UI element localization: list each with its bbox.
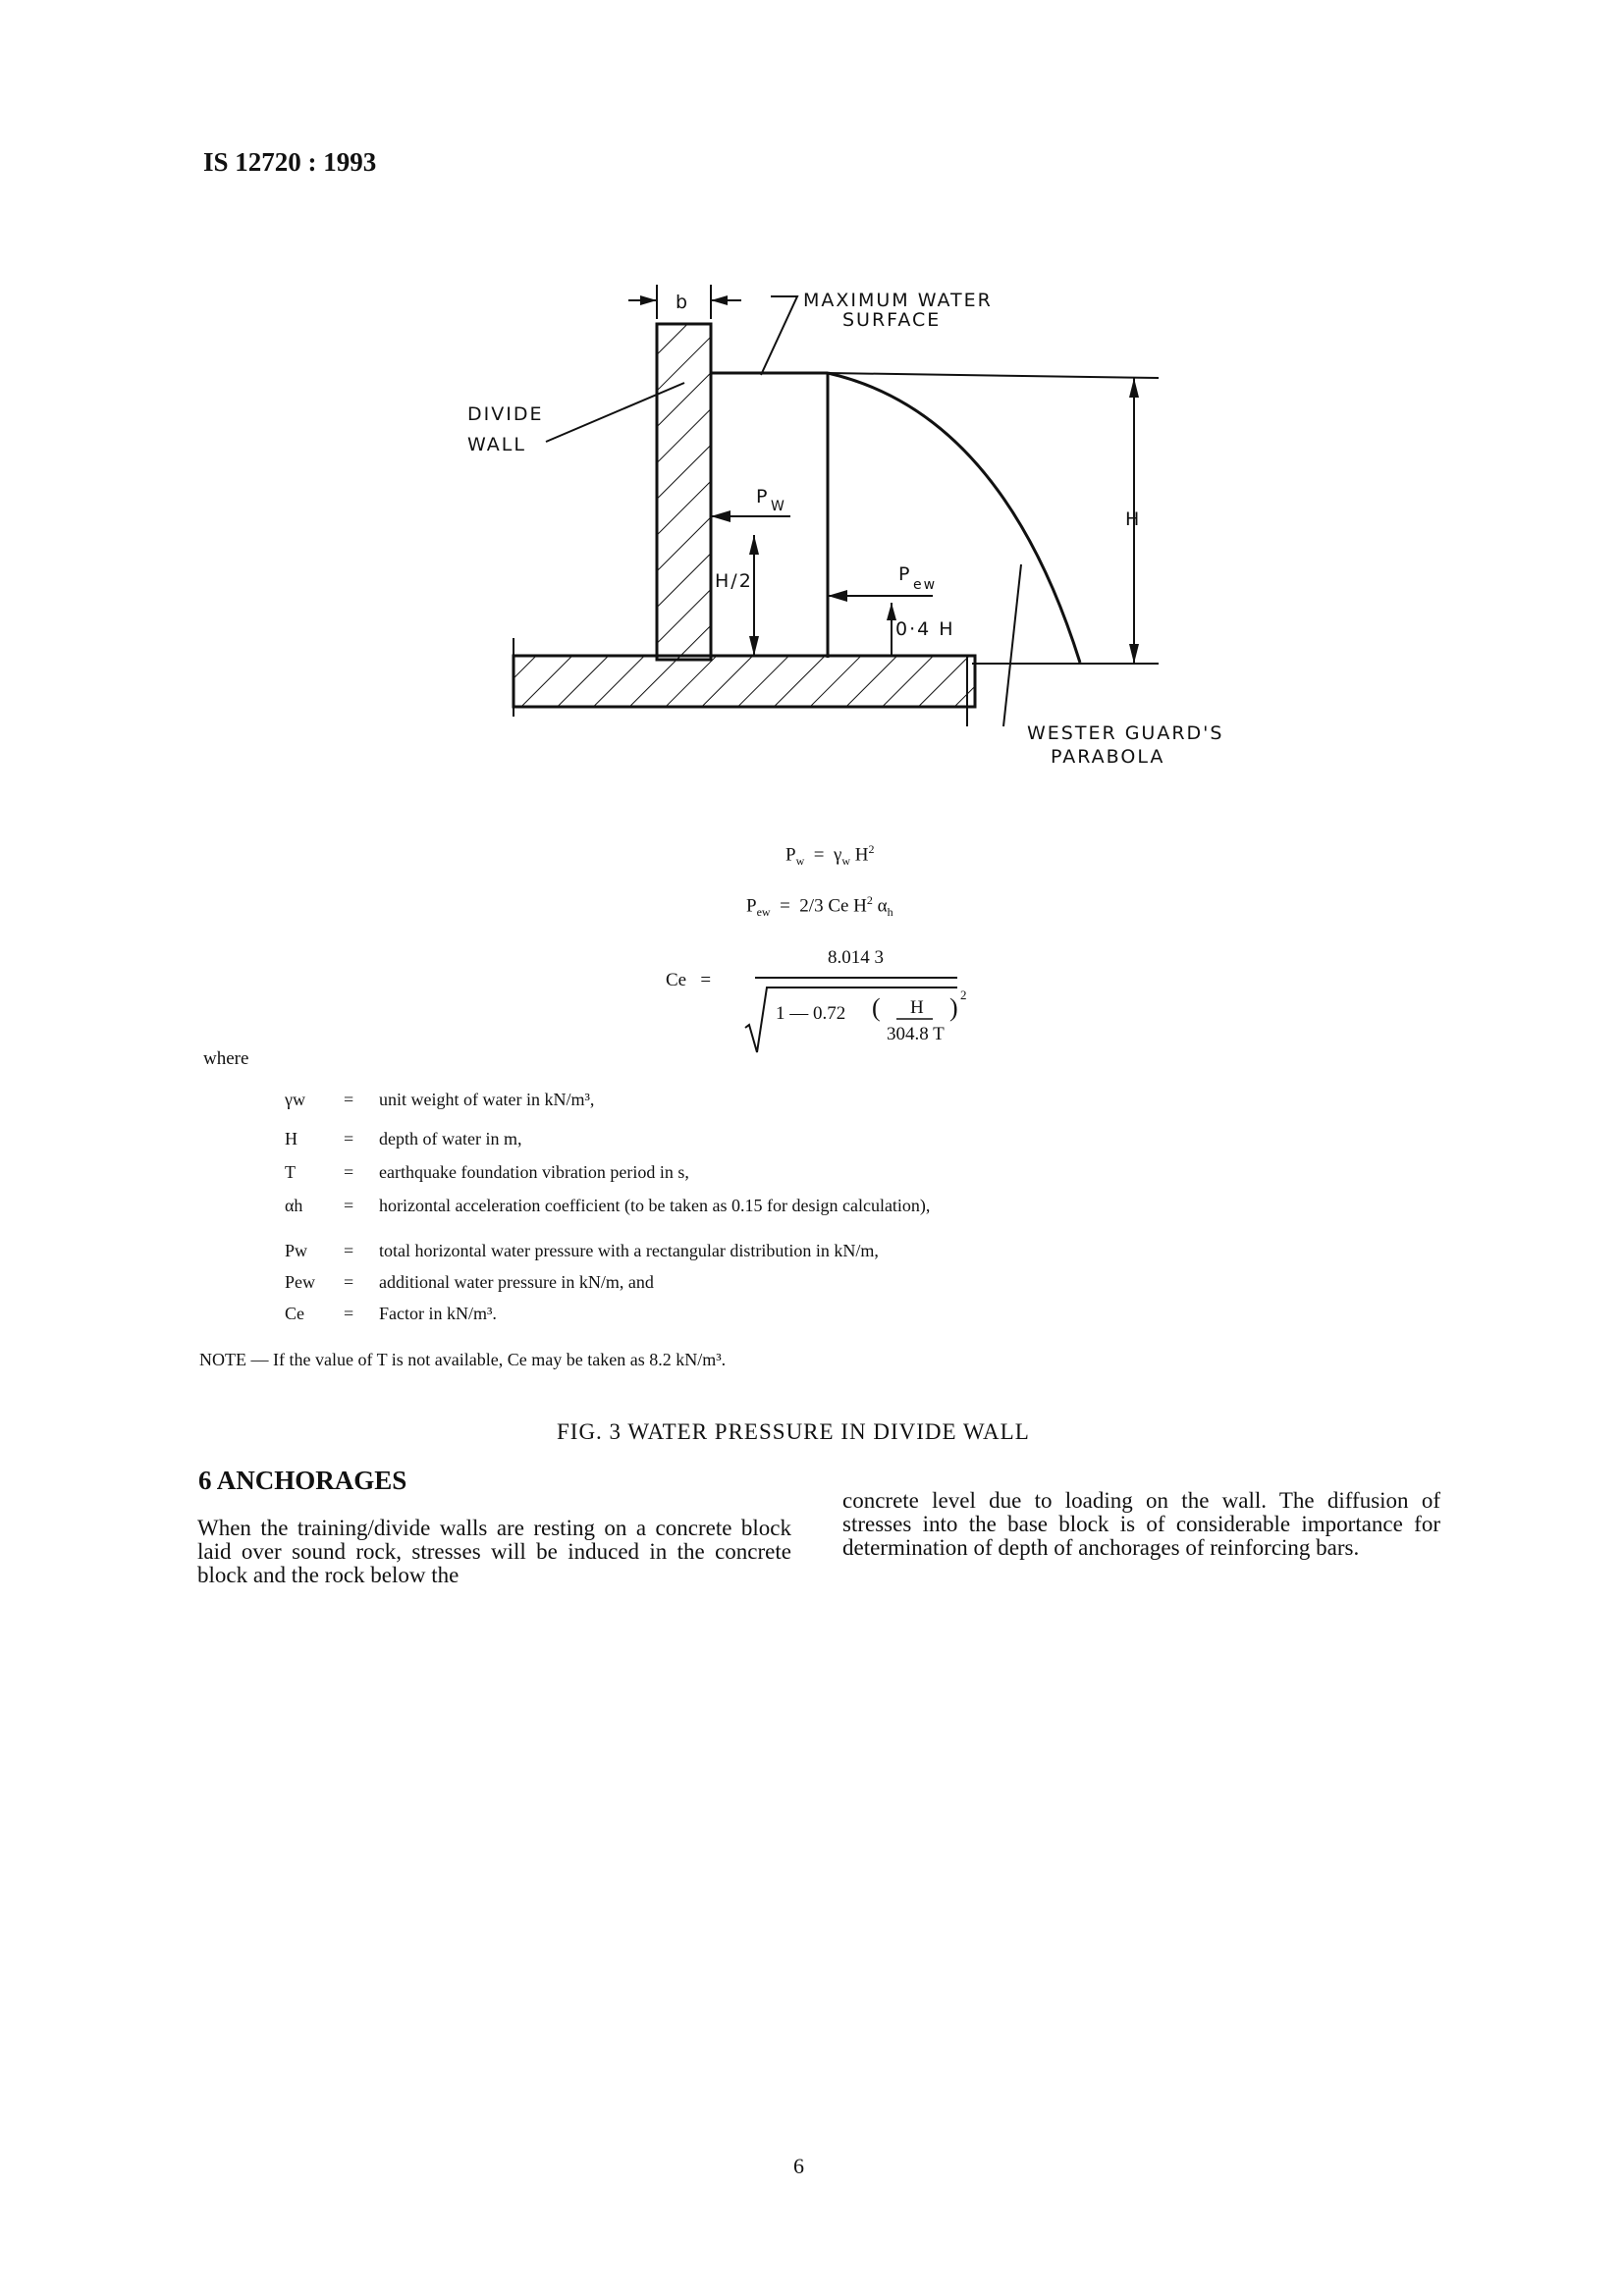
definition-row: H = depth of water in m, — [285, 1129, 522, 1148]
h2-label: H/2 — [715, 570, 753, 592]
formula-ce-den-frac-num: H — [910, 997, 924, 1018]
formula-ce-fraction — [731, 974, 967, 1062]
pw-label: P — [756, 486, 770, 507]
formula-ce-lhs: Ce = — [666, 970, 712, 990]
formula-ce-den-paren-left: ( — [872, 993, 881, 1022]
formula-ce-den-a: 1 — 0.72 — [776, 1003, 846, 1024]
formula-ce-den-sup: 2 — [960, 988, 967, 1002]
max-water-label-1: MAXIMUM WATER — [803, 290, 993, 311]
water-pressure-diagram — [0, 0, 1623, 982]
left-column-text: When the training/divide walls are resting on a concrete block laid over sound rock, stresses will be induced in the concrete block and the rock below the — [197, 1516, 791, 1587]
pew-sub-label: ew — [913, 577, 938, 593]
formula-ce-numerator: 8.014 3 — [828, 947, 884, 968]
base-slab — [514, 656, 975, 707]
max-water-label-2: SURFACE — [842, 309, 942, 331]
definition-row: Ce = Factor in kN/m³. — [285, 1304, 497, 1323]
divide-wall-body — [657, 324, 711, 660]
formula-ce-den-frac-den: 304.8 T — [887, 1024, 945, 1044]
04h-label: 0·4 H — [895, 618, 955, 640]
pw-sub-label: W — [771, 499, 786, 514]
definition-row: Pew = additional water pressure in kN/m, and — [285, 1272, 654, 1292]
standard-header: IS 12720 : 1993 — [203, 147, 377, 177]
formula-ce-den-paren-right: ) — [949, 993, 958, 1022]
where-label: where — [203, 1048, 249, 1069]
b-label: b — [676, 292, 690, 313]
pew-label: P — [898, 563, 912, 585]
figure-caption: FIG. 3 WATER PRESSURE IN DIVIDE WALL — [557, 1419, 1030, 1444]
divide-wall-label-2: WALL — [467, 434, 526, 455]
h-dimension-label: H — [1125, 508, 1142, 530]
divide-wall-label-1: DIVIDE — [467, 403, 544, 425]
wester-label-2: PARABOLA — [1051, 746, 1165, 768]
page-number: 6 — [793, 2154, 804, 2178]
wester-label-1: WESTER GUARD'S — [1027, 722, 1224, 744]
definition-row: Pw = total horizontal water pressure with a rectangular distribution in kN/m, — [285, 1241, 879, 1260]
section-title: 6 ANCHORAGES — [198, 1466, 407, 1495]
definition-row: αh = horizontal acceleration coefficient (to be taken as 0.15 for design calculation), — [285, 1196, 931, 1215]
formula-pw: $P_w = \gamma_w$ $H^2$ — [785, 842, 875, 869]
right-column-text: concrete level due to loading on the wall. The diffusion of stresses into the base block is of considerable importance for determination of depth of anchorages of reinforcing bars. — [842, 1488, 1440, 1560]
definition-row: γw = unit weight of water in kN/m³, — [285, 1090, 595, 1109]
note: NOTE — If the value of T is not available, Ce may be taken as 8.2 kN/m³. — [199, 1350, 727, 1369]
formula-pew: $P_{ew} = 2/3$ Ce $H^2$ $\alpha_h$ — [746, 893, 893, 920]
definition-row: T = earthquake foundation vibration period in s, — [285, 1162, 689, 1182]
